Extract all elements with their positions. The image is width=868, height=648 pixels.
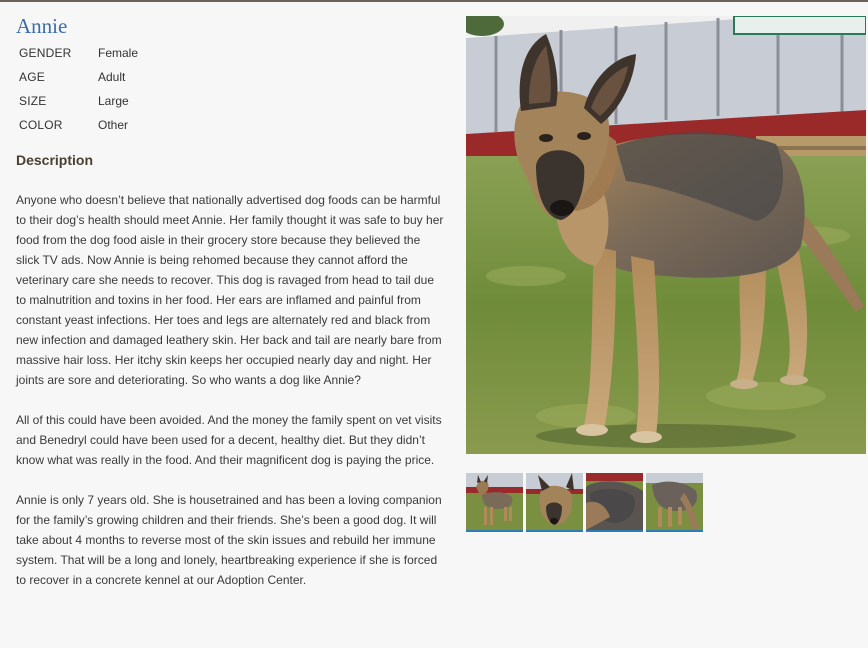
thumbnail-3[interactable]: [586, 473, 643, 532]
thumbnail-1[interactable]: [466, 473, 523, 532]
pet-details: [16, 12, 444, 590]
attr-label: SIZE: [19, 94, 47, 108]
attr-value: Other: [98, 118, 129, 132]
attr-label: COLOR: [19, 118, 63, 132]
attr-value: Female: [98, 46, 139, 60]
description-paragraph: Annie is only 7 years old. She is housetrained and has been a loving companion for the family’s growing children and their friends. She’s been a good dog. It will take about 4 months to reverse most of the skin issues and rebuild her immune system. That will be a long and lonely, heartbreaking experience if she is forced to recover in a concrete kennel at our Adoption Center.: [16, 493, 442, 587]
description-paragraph: Anyone who doesn’t believe that nationally advertised dog foods can be harmful to their dog’s health should meet Annie. Her family thought it was safe to buy her food from the dog food aisle in their grocery store because they believed the slick TV ads. Now Annie is being rehomed because they cannot afford the veterinary care she needs to recover. This dog is ravaged from head to tail due to malnutrition and toxins in her food. Her ears are inflamed and painful from constant yeast infections. Her toes and legs are alternately red and black from new infection and damaged leathery skin. Her back and tail are nearly bare from massive hair loss. Her itchy skin keeps her occupied nearly day and night. Her joints are sore and deteriorating. So who wants a dog like Annie?: [16, 193, 444, 387]
description-paragraph: All of this could have been avoided. And the money the family spent on vet visits and Benedryl could have been used for a decent, healthy diet. But they didn’t know what was really in the food. And their magnificent dog is paying the price.: [16, 413, 442, 467]
attr-row-age: [16, 65, 138, 89]
pet-name: Annie: [16, 14, 68, 38]
attr-row-color: [16, 113, 138, 137]
thumbnail-2[interactable]: [526, 473, 583, 532]
top-border: [0, 0, 868, 2]
attr-value: Large: [98, 94, 129, 108]
pet-attributes: [16, 41, 138, 137]
description-heading: Description: [16, 152, 94, 168]
attr-label: GENDER: [19, 46, 72, 60]
main-pet-photo[interactable]: [466, 16, 866, 454]
thumbnail-4[interactable]: [646, 473, 703, 532]
attr-label: AGE: [19, 70, 45, 84]
attr-row-gender: [16, 41, 138, 65]
attr-value: Adult: [98, 70, 126, 84]
attr-row-size: [16, 89, 138, 113]
